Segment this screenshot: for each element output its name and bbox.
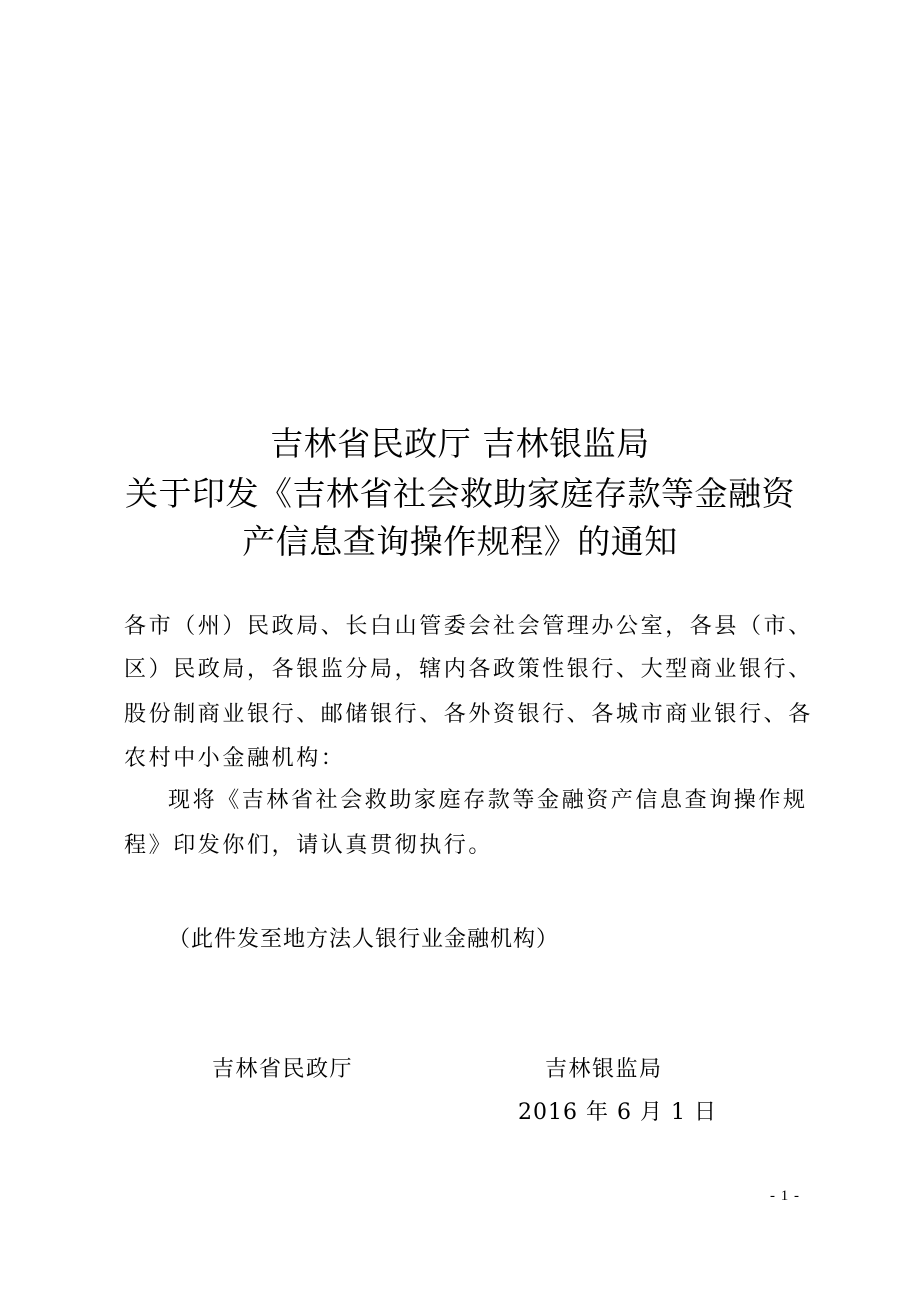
title-line-3: 产信息查询操作规程》的通知 — [242, 522, 678, 561]
signature-date: 2016 年 6 月 1 日 — [518, 1100, 717, 1125]
body-line-5: 现将《吉林省社会救助家庭存款等金融资产信息查询操作规 — [168, 788, 808, 813]
body-line-1: 各市（州）民政局、长白山管委会社会管理办公室，各县（市、 — [124, 614, 813, 639]
signature-left: 吉林省民政厅 — [212, 1057, 354, 1082]
distribution-note: （此件发至地方法人银行业金融机构） — [168, 927, 560, 952]
page-number: - 1 - — [770, 1188, 800, 1204]
signature-right: 吉林银监局 — [545, 1057, 663, 1082]
body-line-6: 程》印发你们，请认真贯彻执行。 — [124, 833, 494, 858]
body-line-2: 区）民政局，各银监分局，辖内各政策性银行、大型商业银行、 — [124, 657, 813, 682]
title-line-1: 吉林省民政厅 吉林银监局 — [270, 424, 650, 463]
body-line-3: 股份制商业银行、邮储银行、各外资银行、各城市商业银行、各 — [124, 702, 813, 727]
title-line-2: 关于印发《吉林省社会救助家庭存款等金融资 — [125, 474, 795, 513]
body-line-4: 农村中小金融机构： — [124, 746, 346, 771]
